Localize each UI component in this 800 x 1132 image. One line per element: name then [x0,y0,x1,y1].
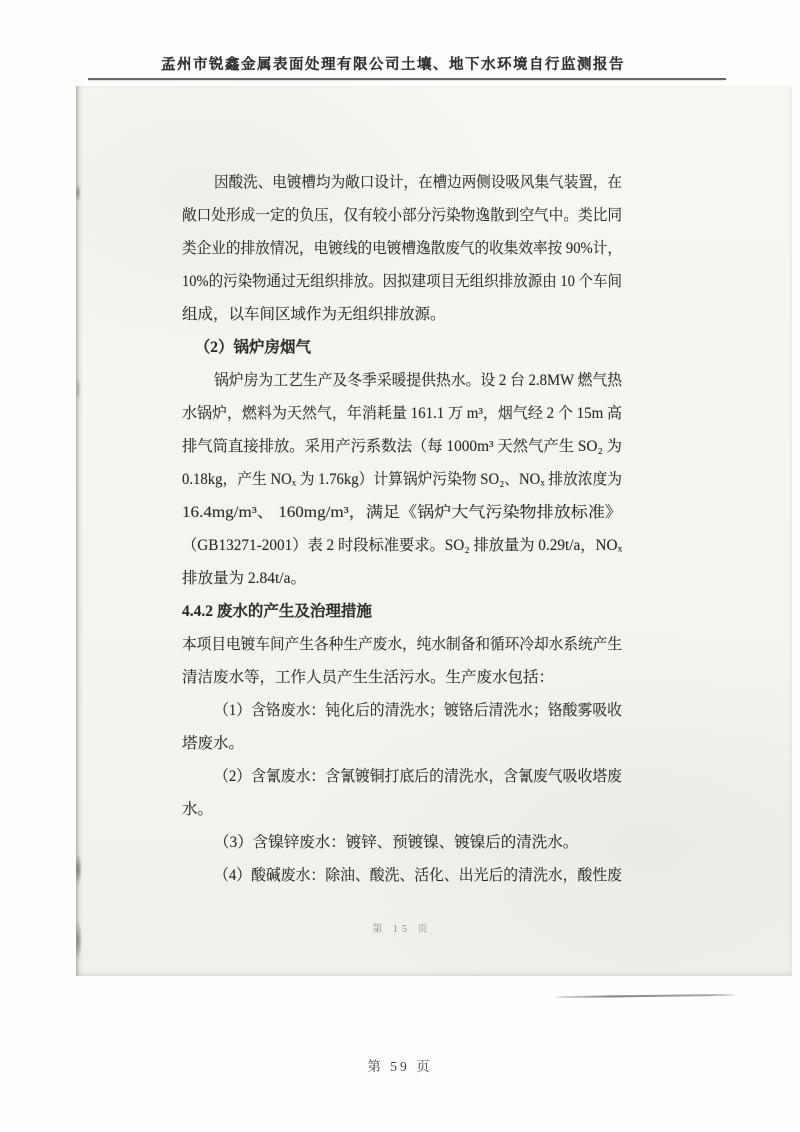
text-line: （4）酸碱废水：除油、酸洗、活化、出光后的清洗水，酸性废 [214,867,622,884]
scan-left-edge-artifact [76,86,83,976]
text-line: 因酸洗、电镀槽均为敞口设计，在槽边两侧设吸风集气装置，在 [214,174,622,191]
body-text-block [182,166,622,892]
scanned-paper [76,86,792,976]
heading-line: （2）锅炉房烟气 [194,339,312,356]
text-line: 水锅炉，燃料为天然气，年消耗量 161.1 万 m³，烟气经 2 个 15m 高 [182,405,622,422]
text-line: 组成，以车间区域作为无组织排放源。 [182,306,446,323]
text-line: 塔废水。 [182,735,245,752]
scan-page-number: 第 15 页 [372,924,432,935]
text-line: 类企业的排放情况，电镀线的电镀槽逸散废气的收集效率按 90%计， [182,240,622,257]
text-line: 敞口处形成一定的负压，仅有较小部分污染物逸散到空气中。类比同 [182,207,622,224]
report-header-title: 孟州市锐鑫金属表面处理有限公司土壤、地下水环境自行监测报告 [161,57,625,73]
heading-line: 4.4.2 废水的产生及治理措施 [182,603,372,620]
footer-page-number: 第 59 页 [367,1059,433,1074]
text-line: 水。 [182,801,214,818]
text-line: （2）含氰废水：含氰镀铜打底后的清洗水，含氰废气吸收塔废 [214,768,622,785]
text-line: 排放量为 2.84t/a。 [182,570,306,587]
text-line: 本项目电镀车间产生各种生产废水，纯水制备和循环冷却水系统产生 [182,636,622,653]
text-line: （1）含铬废水：钝化后的清洗水；镀铬后清洗水；铬酸雾吸收 [214,702,622,719]
header-rule-line [88,78,726,80]
text-line: 锅炉房为工艺生产及冬季采暖提供热水。设 2 台 2.8MW 燃气热 [214,372,622,389]
text-line: 10%的污染物通过无组织排放。因拟建项目无组织排放源由 10 个车间 [182,273,622,290]
text-line: 16.4mg/m³、 160mg/m³，满足《锅炉大气污染物排放标准》 [182,504,622,521]
scan-bottom-edge-artifact [556,994,734,998]
text-line: 排气筒直接排放。采用产污系数法（每 1000m³ 天然气产生 SO₂ 为 [182,438,622,455]
text-line: （GB13271-2001）表 2 时段标准要求。SO₂ 排放量为 0.29t/a，NOₓ [182,537,622,554]
text-line: 0.18kg，产生 NOₓ 为 1.76kg）计算锅炉污染物 SO₂、NOₓ 排放浓度为 [182,471,622,488]
text-line: 清洁废水等，工作人员产生生活污水。生产废水包括： [182,669,555,686]
text-line: （3）含镍锌废水：镀锌、预镀镍、镀镍后的清洗水。 [214,834,579,851]
